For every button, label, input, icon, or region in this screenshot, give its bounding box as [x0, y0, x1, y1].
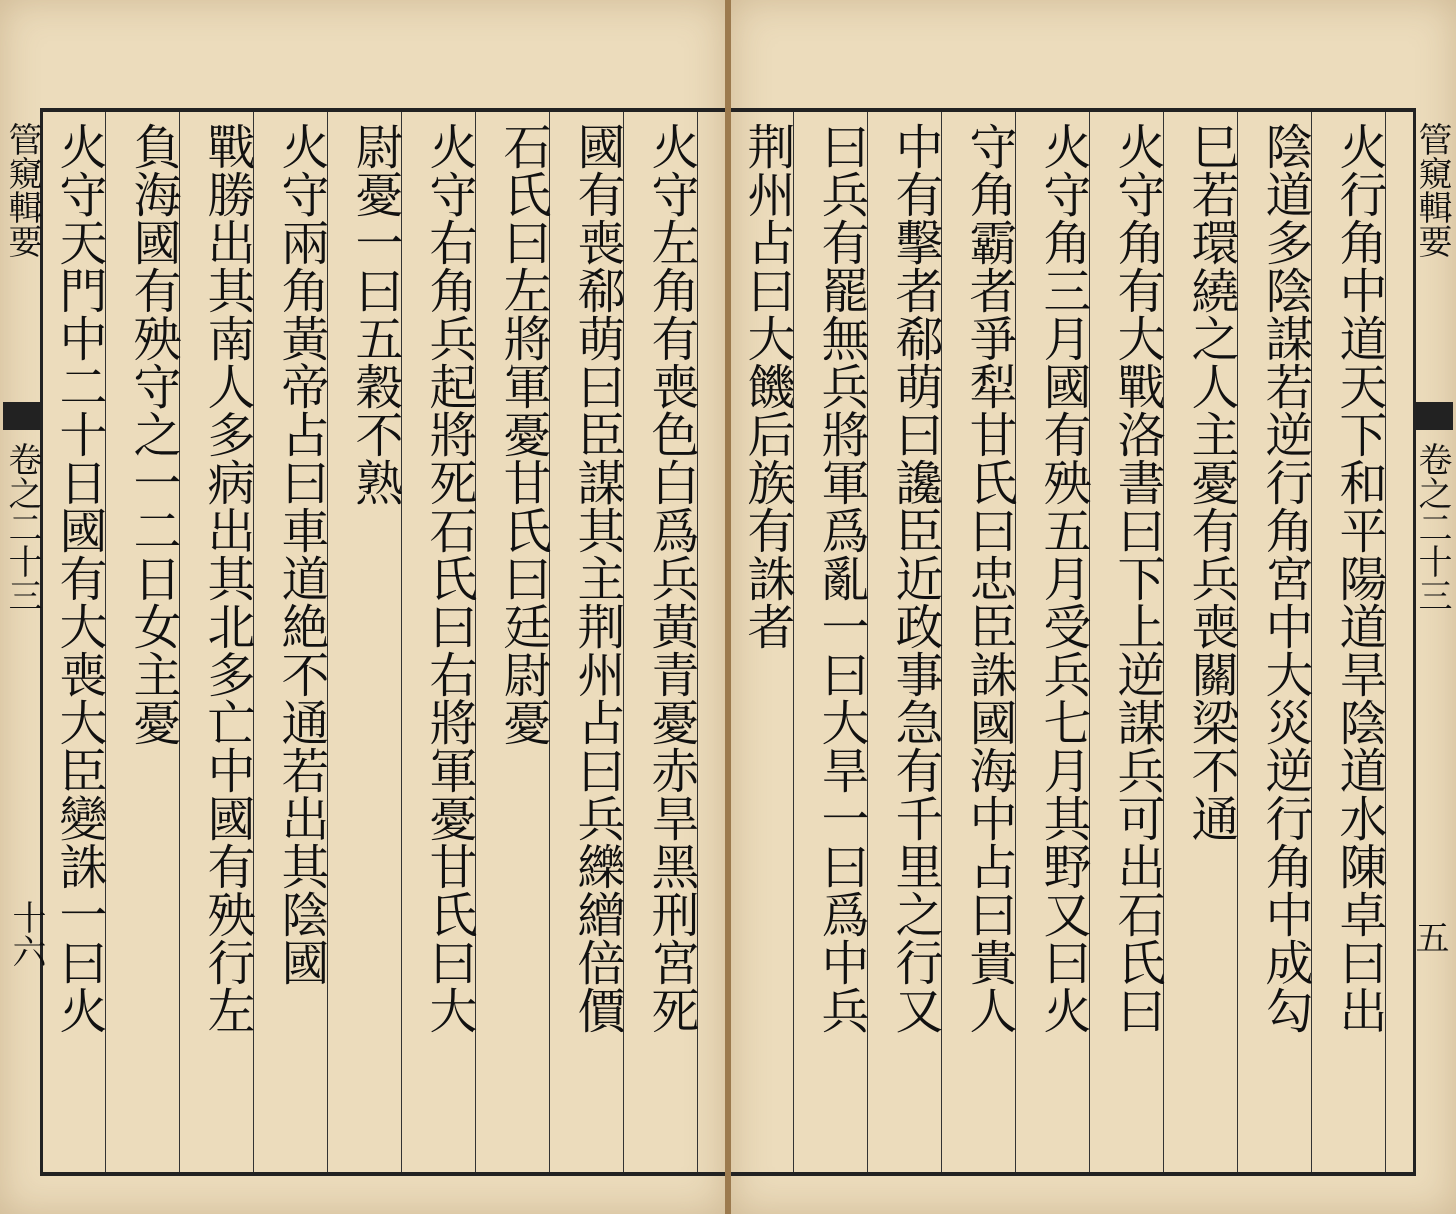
left-text-column: 國有喪郗萌曰臣謀其主荆州占曰兵纅繒倍價 [569, 122, 625, 1034]
right-text-frame [731, 108, 1452, 1176]
left-text-column: 尉憂一曰五穀不熟 [347, 122, 403, 506]
left-text-column: 戰勝出其南人多病出其北多亡中國有殃行左 [199, 122, 255, 1034]
right-text-column: 曰兵有罷無兵將軍爲亂一曰大旱一曰爲中兵 [813, 122, 869, 1034]
right-text-column: 荆州占曰大饑后族有誅者 [739, 122, 795, 650]
right-text-column: 守角霸者爭犁甘氏曰忠臣誅國海中占曰貴人 [961, 122, 1017, 1034]
left-folio-number: 十六 [6, 900, 46, 968]
left-text-column: 負海國有殃守之一二日女主憂 [125, 122, 181, 746]
left-margin-strip [3, 112, 43, 1172]
right-page [731, 0, 1456, 1214]
left-text-column: 石氏曰左將軍憂甘氏曰廷尉憂 [495, 122, 551, 746]
left-margin-title: 管窺輯要 [2, 122, 42, 258]
fish-tail-mark [1413, 402, 1453, 430]
left-text-column: 火守兩角黃帝占曰車道絶不通若出其陰國 [273, 122, 329, 986]
right-margin-strip [1413, 112, 1453, 1172]
right-folio-number: 五 [1409, 920, 1449, 954]
right-text-column: 火守角三月國有殃五月受兵七月其野又曰火 [1035, 122, 1091, 1034]
right-text-column: 中有擊者郗萌曰讒臣近政事急有千里之行又 [887, 122, 943, 1034]
right-text-column: 火守角有大戰洛書曰下上逆謀兵可出石氏曰 [1109, 122, 1165, 1034]
right-text-column: 巳若環繞之人主憂有兵喪關梁不通 [1183, 122, 1239, 842]
fish-tail-mark [3, 402, 43, 430]
right-text-column: 火行角中道天下和平陽道旱陰道水陳卓曰出 [1331, 122, 1387, 1034]
left-page [0, 0, 725, 1214]
right-margin-volume: 卷之二十三 [1412, 442, 1452, 612]
left-text-column: 火守天門中二十日國有大喪大臣變誅一曰火 [51, 122, 107, 1034]
right-margin-title: 管窺輯要 [1412, 122, 1452, 258]
left-text-column: 火守左角有喪色白爲兵黃青憂赤旱黑刑宮死 [643, 122, 699, 1034]
left-text-column: 火守右角兵起將死石氏曰右將軍憂甘氏曰大 [421, 122, 477, 1034]
left-margin-volume: 卷之二十三 [2, 442, 42, 612]
right-text-column: 陰道多陰謀若逆行角宮中大災逆行角中成勾 [1257, 122, 1313, 1034]
